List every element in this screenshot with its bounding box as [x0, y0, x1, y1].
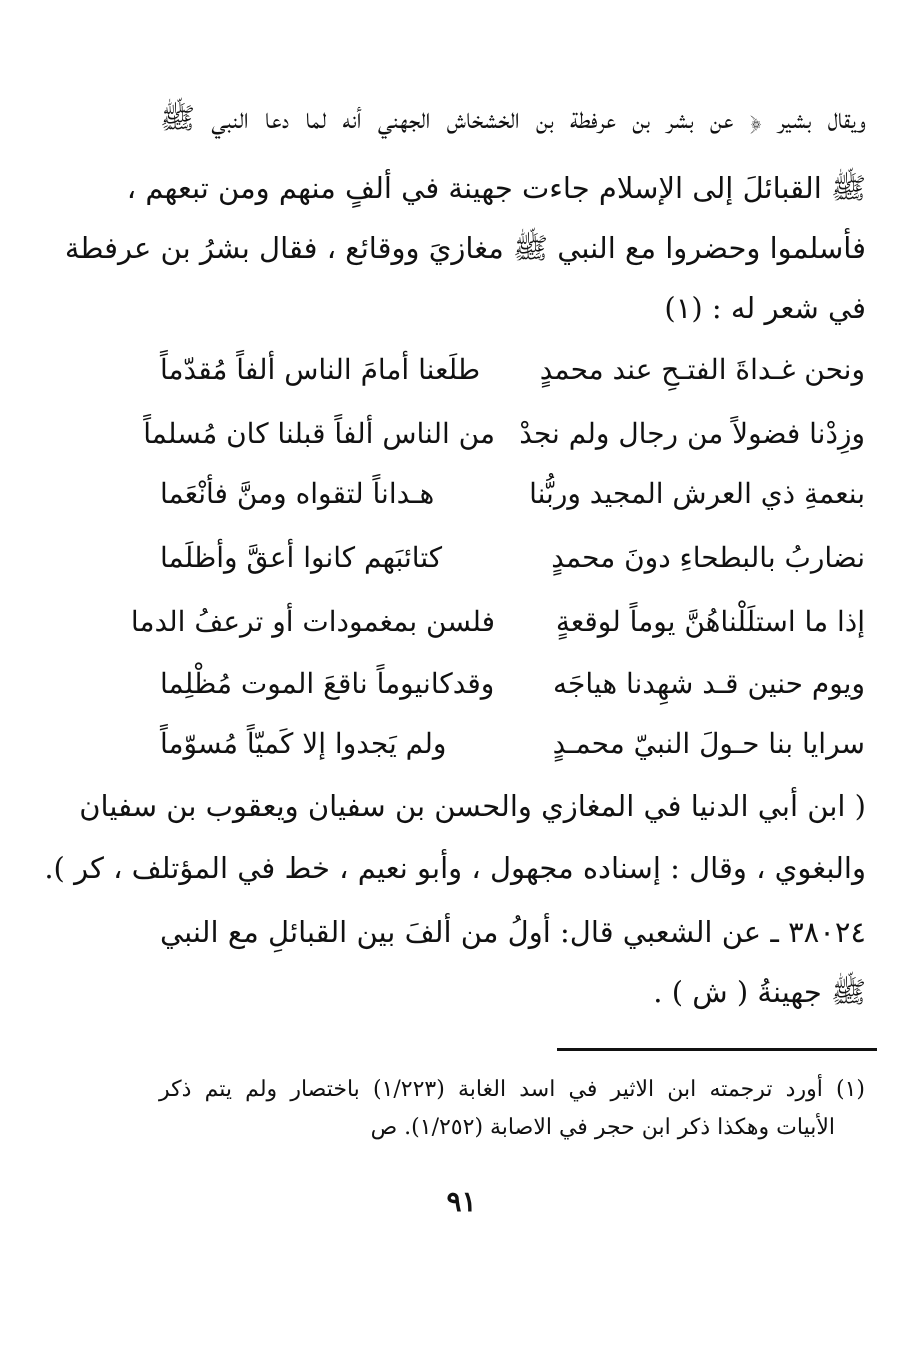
verse-4-first-hemistich: نضاربُ بالبطحاءِ دونَ محمدٍ: [551, 541, 865, 574]
page-number: ٩١: [446, 1185, 477, 1218]
paragraph1-line-2: ﷺ القبائلَ إلى الإسلام جاءت جهينة في ألفٍ منهم ومن تبعهم ،: [126, 171, 866, 205]
verse-6-first-hemistich: ويوم حنين قـد شهِدنا هياجَه: [553, 667, 865, 700]
footnote-line-2: الأبيات وهكذا ذكر ابن حجر في الاصابة (١/٢٥٢). ص: [370, 1115, 835, 1140]
verse-5-first-hemistich: إذا ما استلَلْناهُنَّ يوماً لوقعةٍ: [555, 605, 865, 638]
verse-6-second-hemistich: وقدكانيوماً ناقعَ الموت مُظْلِما: [160, 667, 495, 700]
paragraph1-line-1: ويقال بشير ﴿ عن بشر بن عرفطة بن الخشخاش الجهني أنه لما دعا النبي ﷺ: [160, 101, 866, 135]
verse-4-second-hemistich: كتائبَهم كانوا أعقَّ وأظلَما: [160, 541, 443, 574]
footnote-line-1: (١) أورد ترجمته ابن الاثير في اسد الغابة (١/٢٢٣) باختصار ولم يتم ذكر: [159, 1077, 865, 1102]
verse-3-first-hemistich: بنعمةِ ذي العرش المجيد وربُّنا: [529, 477, 865, 510]
hadith-line-2: ﷺ جهينةُ ( ش ) .: [653, 975, 866, 1009]
hadith-line-1: ٣٨٠٢٤ ـ عن الشعبي قال: أولُ من ألفَ بين القبائلِ مع النبي: [160, 915, 866, 949]
verse-1-second-hemistich: طلَعنا أمامَ الناس ألفاً مُقدّماً: [160, 353, 481, 386]
footnote-divider: [557, 1048, 877, 1051]
verse-1-first-hemistich: ونحن غـداةَ الفتـحِ عند محمدٍ: [539, 353, 865, 386]
verse-2-first-hemistich: وزِدْنا فضولاً من رجال ولم نجدْ: [519, 417, 865, 450]
paragraph1-line-3: فأسلموا وحضروا مع النبي ﷺ مغازيَ ووقائع ، فقال بشرُ بن عرفطة: [64, 231, 866, 265]
verse-7-first-hemistich: سرايا بنا حـولَ النبيّ محمـدٍ: [552, 727, 865, 760]
verse-2-second-hemistich: من الناس ألفاً قبلنا كان مُسلماً: [143, 417, 495, 450]
verse-7-second-hemistich: ولم يَجدوا إلا كَميّاً مُسوّماً: [160, 727, 447, 760]
paragraph2-line-2: والبغوي ، وقال : إسناده مجهول ، وأبو نعيم ، خط في المؤتلف ، كر ).: [44, 851, 866, 885]
verse-5-second-hemistich: فلسن بمغمودات أو ترعفُ الدما: [130, 605, 495, 638]
paragraph2-line-1: ( ابن أبي الدنيا في المغازي والحسن بن سفيان ويعقوب بن سفيان: [79, 789, 866, 823]
verse-3-second-hemistich: هـداناً لتقواه ومنَّ فأنْعَما: [160, 477, 435, 510]
paragraph1-line-4: في شعر له : (١): [664, 291, 866, 325]
